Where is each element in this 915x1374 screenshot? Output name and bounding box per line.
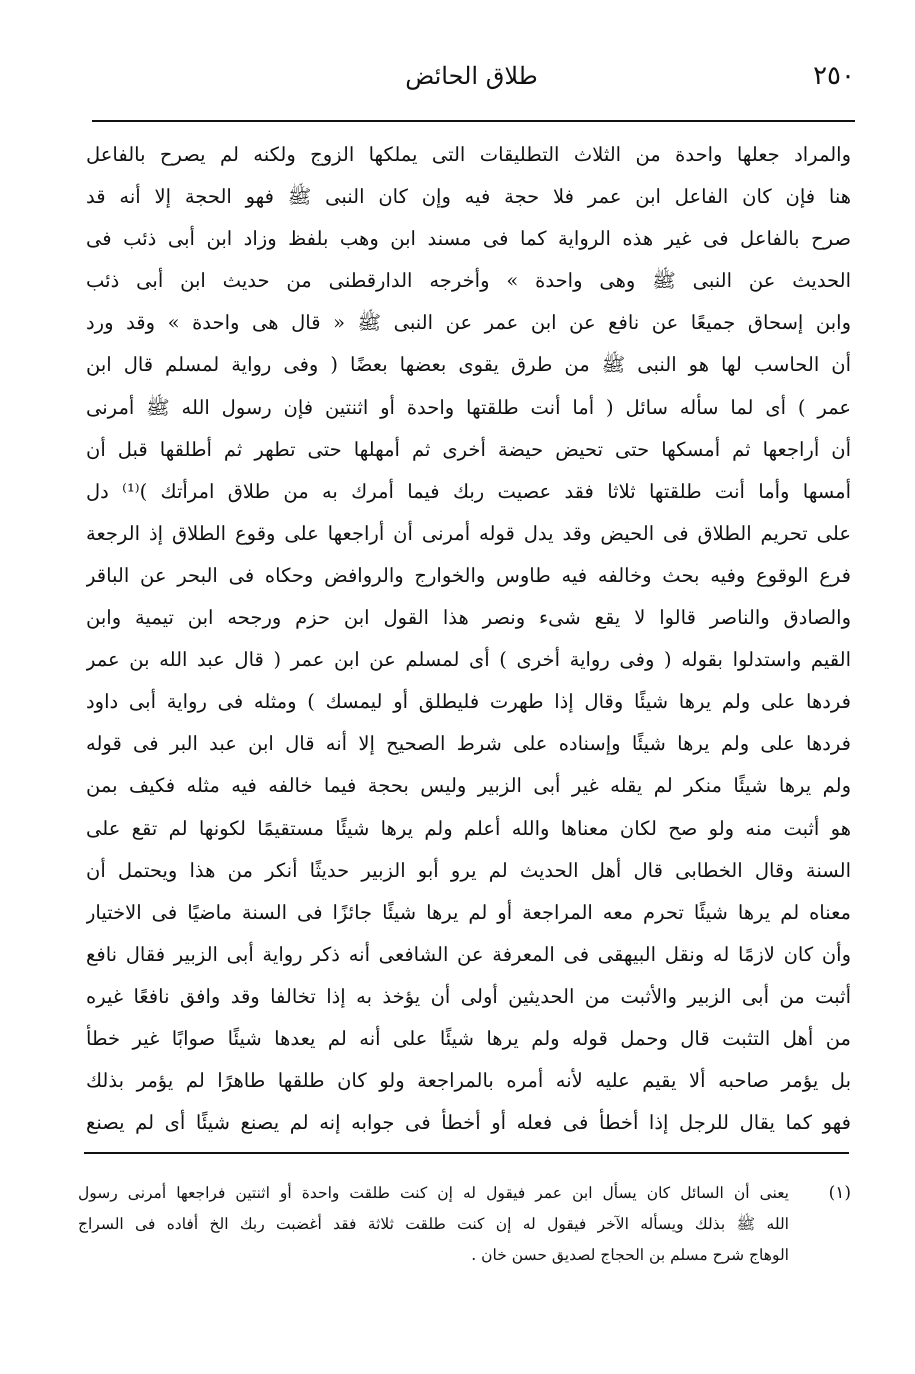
body-line: من أهل التثبت قال وحمل قوله ولم يرها شيئًا على أنه لم يعدها شيئًا صوابًا غير خطأ	[86, 1026, 851, 1050]
body-line: ولم يرها شيئًا منكر لم يقله غير أبى الزبير وليس بحجة فيما خالفه فيه مثله فكيف بمن	[86, 774, 851, 798]
body-line: الحديث عن النبى ﷺ وهى واحدة » وأخرجه الدارقطنى من حديث ابن أبى ذئب	[86, 269, 851, 293]
body-line: القيم واستدلوا بقوله ( وفى رواية أخرى ) أى لمسلم عن ابن عمر ( قال عبد الله بن عمر	[86, 648, 851, 672]
body-line: وأن كان لازمًا له ونقل البيهقى فى المعرفة عن الشافعى أنه ذكر رواية أبى الزبير فقال نافع	[86, 942, 851, 966]
body-line: أن أراجعها ثم أمسكها حتى تحيض حيضة أخرى ثم أمهلها حتى تطهر ثم أطلقها قبل أن	[86, 437, 851, 461]
body-line: فهو كما يقال للرجل إذا أخطأ فى فعله أو أخطأ فى جوابه إنه لم يصنع شيئًا أى لم يصنع	[86, 1111, 851, 1135]
footnote-line: الوهاج شرح مسلم بن الحجاج لصديق حسن خان .	[471, 1246, 789, 1264]
body-text	[86, 134, 851, 1144]
body-line: وابن إسحاق جميعًا عن نافع عن ابن عمر عن النبى ﷺ « قال هى واحدة » وقد ورد	[86, 311, 851, 335]
footnote-line: يعنى أن السائل كان يسأل ابن عمر فيقول له إن كنت طلقت واحدة أو اثنتين فراجعها أمرنى رسول	[78, 1184, 789, 1202]
footnote	[78, 1178, 851, 1271]
body-line: هنا فإن كان الفاعل ابن عمر فلا حجة فيه وإن كان النبى ﷺ فهو الحجة إلا أنه قد	[86, 185, 851, 209]
footnote-text	[78, 1178, 789, 1271]
footnote-rule	[84, 1152, 849, 1154]
body-line: السنة وقال الخطابى قال أهل الحديث لم يرو أبو الزبير حديثًا أنكر من هذا ويحتمل أن	[86, 858, 851, 882]
body-line: بل يؤمر صاحبه ألا يقيم عليه لأنه أمره بالمراجعة ولو كان طلقها طاهرًا لم يؤمر بذلك	[86, 1069, 851, 1093]
body-line: أثبت من أبى الزبير والأثبت من الحديثين أولى أن يؤخذ به إذا تخالفا وقد وافق نافعًا غيره	[86, 984, 851, 1008]
body-line: معناه لم يرها شيئًا تحرم معه المراجعة أو لم يرها شيئًا جائزًا فى السنة ماضيًا فى الاختيار	[86, 900, 851, 924]
body-line: أن الحاسب لها هو النبى ﷺ من طرق يقوى بعضها بعضًا ( وفى رواية لمسلم قال ابن	[86, 353, 851, 377]
body-line: فردها على ولم يرها شيئًا وإسناده على شرط الصحيح إلا أنه قال ابن عبد البر فى قوله	[86, 732, 851, 756]
footnote-line: الله ﷺ بذلك ويسأله الآخر فيقول له إن كنت طلقت ثلاثة فقد أغضبت ربك الخ أفاده فى السراج	[78, 1215, 789, 1233]
body-line: فرع الوقوع وفيه بحث وخالفه فيه طاوس والخوارج والروافض وحكاه فى البحر عن الباقر	[86, 563, 851, 587]
header-rule	[92, 120, 855, 122]
body-line: على تحريم الطلاق فى الحيض وقد يدل قوله أمرنى أن أراجعها على وقوع الطلاق إذ الرجعة	[86, 521, 851, 545]
body-line: هو أثبت منه ولو صح لكان معناها والله أعلم ولم يرها شيئًا مستقيمًا لكونها لم تقع على	[86, 816, 851, 840]
running-header	[88, 58, 855, 98]
page-number: ٢٥٠	[813, 61, 855, 91]
footnote-marker: (١)	[828, 1183, 851, 1203]
body-line: فردها على ولم يرها شيئًا وقال إذا طهرت فليطلق أو ليمسك ) ومثله فى رواية أبى داود	[86, 690, 851, 714]
body-line: صرح بالفاعل فى غير هذه الرواية كما فى مسند ابن وهب بلفظ وزاد ابن أبى ذئب فى	[86, 227, 851, 251]
body-line: عمر ) أى لما سأله سائل ( أما أنت طلقتها واحدة أو اثنتين فإن رسول الله ﷺ أمرنى	[86, 395, 851, 419]
body-line: والمراد جعلها واحدة من الثلاث التطليقات التى يملكها الزوج ولكنه لم يصرح بالفاعل	[86, 143, 851, 166]
body-line: أمسها وأما أنت طلقتها ثلاثا فقد عصيت ربك فيما أمرك به من طلاق امرأتك )⁽¹⁾ دل	[86, 479, 851, 503]
running-title: طلاق الحائض	[405, 62, 538, 90]
body-line: والصادق والناصر قالوا لا يقع شىء ونصر هذا القول ابن حزم ورجحه ابن تيمية وابن	[86, 606, 851, 630]
